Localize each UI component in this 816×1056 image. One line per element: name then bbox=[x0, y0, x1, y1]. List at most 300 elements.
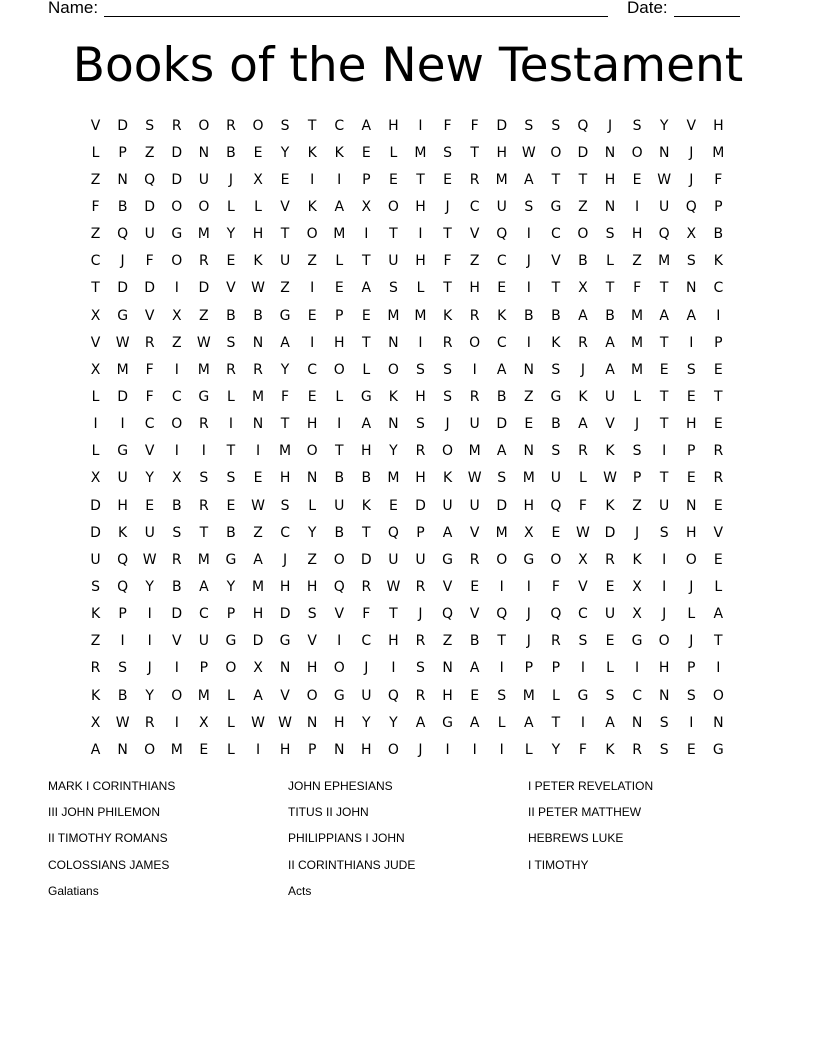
grid-letter: A bbox=[442, 524, 453, 541]
grid-letter: I bbox=[472, 741, 477, 758]
grid-letter: L bbox=[389, 144, 398, 161]
grid-letter: T bbox=[362, 524, 371, 541]
grid-letter: R bbox=[415, 578, 426, 595]
grid-letter: E bbox=[470, 687, 480, 704]
grid-letter: T bbox=[659, 416, 669, 433]
grid-row bbox=[82, 519, 732, 546]
grid-letter: L bbox=[524, 741, 533, 758]
grid-letter: O bbox=[685, 551, 697, 568]
grid-letter: A bbox=[659, 307, 669, 324]
grid-letter: G bbox=[117, 443, 129, 460]
grid-letter: O bbox=[198, 198, 210, 215]
grid-letter: I bbox=[120, 416, 125, 433]
grid-letter: L bbox=[606, 660, 614, 677]
grid-letter: M bbox=[495, 524, 508, 541]
grid-letter: L bbox=[362, 361, 371, 378]
grid-letter: K bbox=[713, 253, 723, 270]
grid-letter: H bbox=[685, 416, 697, 433]
grid-letter: H bbox=[388, 117, 399, 134]
letter-grid bbox=[82, 112, 732, 763]
grid-letter: D bbox=[496, 497, 508, 514]
grid-letter: N bbox=[713, 714, 724, 731]
grid-letter: S bbox=[659, 741, 669, 758]
grid-letter: U bbox=[279, 253, 291, 270]
grid-letter: A bbox=[361, 416, 372, 433]
grid-letter: V bbox=[307, 633, 317, 650]
grid-letter: M bbox=[251, 388, 265, 405]
grid-letter: U bbox=[117, 470, 128, 487]
grid-letter: M bbox=[468, 443, 481, 460]
grid-letter: E bbox=[226, 497, 236, 514]
grid-letter: G bbox=[442, 551, 453, 568]
grid-letter: T bbox=[578, 171, 588, 188]
grid-letter: I bbox=[364, 226, 369, 243]
grid-letter: D bbox=[117, 388, 128, 405]
grid-letter: D bbox=[279, 606, 291, 623]
grid-letter: I bbox=[526, 226, 531, 243]
grid-letter: H bbox=[361, 443, 372, 460]
grid-letter: R bbox=[578, 443, 588, 460]
grid-letter: R bbox=[198, 253, 209, 270]
grid-letter: P bbox=[118, 144, 127, 161]
grid-letter: F bbox=[443, 117, 452, 134]
grid-letter: G bbox=[631, 633, 643, 650]
grid-letter: I bbox=[174, 280, 179, 297]
grid-letter: B bbox=[334, 524, 345, 541]
name-label: Name: bbox=[48, 0, 99, 17]
grid-letter: T bbox=[551, 171, 561, 188]
grid-letter: V bbox=[605, 416, 615, 433]
grid-letter: D bbox=[117, 280, 128, 297]
grid-row bbox=[82, 356, 732, 383]
grid-letter: M bbox=[251, 578, 265, 595]
grid-letter: Z bbox=[280, 280, 290, 297]
grid-letter: S bbox=[659, 714, 669, 731]
grid-letter: E bbox=[226, 253, 236, 270]
grid-letter: H bbox=[631, 226, 643, 243]
grid-letter: B bbox=[361, 470, 372, 487]
grid-letter: H bbox=[333, 334, 345, 351]
grid-letter: O bbox=[550, 551, 562, 568]
grid-letter: W bbox=[196, 334, 211, 351]
grid-letter: V bbox=[90, 117, 101, 134]
grid-letter: K bbox=[578, 388, 588, 405]
grid-letter: O bbox=[387, 361, 399, 378]
grid-letter: K bbox=[551, 334, 561, 351]
grid-letter: W bbox=[657, 171, 672, 188]
grid-letter: Y bbox=[226, 578, 236, 595]
grid-letter: E bbox=[307, 388, 317, 405]
grid-letter: Z bbox=[307, 551, 317, 568]
grid-letter: I bbox=[337, 633, 342, 650]
grid-letter: J bbox=[283, 551, 288, 568]
grid-letter: N bbox=[658, 144, 670, 161]
grid-letter: C bbox=[550, 226, 561, 243]
grid-letter: R bbox=[469, 388, 480, 405]
grid-letter: E bbox=[713, 551, 723, 568]
word-list bbox=[48, 777, 748, 908]
grid-letter: I bbox=[689, 714, 694, 731]
grid-letter: A bbox=[253, 687, 263, 704]
grid-letter: G bbox=[550, 388, 562, 405]
grid-letter: L bbox=[714, 578, 723, 595]
grid-letter: R bbox=[415, 687, 426, 704]
grid-letter: H bbox=[685, 524, 697, 541]
grid-letter: A bbox=[90, 741, 101, 758]
grid-letter: M bbox=[495, 171, 508, 188]
grid-letter: Y bbox=[389, 714, 398, 731]
grid-letter: H bbox=[415, 388, 426, 405]
grid-letter: K bbox=[253, 253, 263, 270]
grid-letter: H bbox=[523, 497, 535, 514]
grid-letter: N bbox=[442, 660, 453, 677]
grid-letter: M bbox=[522, 687, 535, 704]
grid-letter: L bbox=[551, 687, 560, 704]
grid-letter: Q bbox=[117, 551, 129, 568]
grid-letter: T bbox=[334, 443, 344, 460]
grid-letter: J bbox=[418, 741, 423, 758]
grid-letter: E bbox=[443, 171, 452, 188]
grid-letter: Z bbox=[469, 253, 480, 270]
grid-letter: U bbox=[90, 551, 101, 568]
grid-letter: N bbox=[198, 144, 210, 161]
grid-letter: L bbox=[606, 253, 614, 270]
word-list-item: COLOSSIANS JAMES bbox=[48, 857, 170, 872]
grid-letter: S bbox=[226, 334, 236, 351]
grid-letter: S bbox=[416, 361, 425, 378]
grid-letter: N bbox=[686, 497, 697, 514]
grid-letter: M bbox=[414, 307, 427, 324]
grid-letter: C bbox=[469, 198, 480, 215]
grid-letter: R bbox=[171, 551, 182, 568]
grid-letter: V bbox=[280, 687, 290, 704]
grid-letter: Q bbox=[387, 524, 399, 541]
grid-letter: O bbox=[144, 741, 156, 758]
grid-letter: Q bbox=[658, 226, 670, 243]
grid-letter: Z bbox=[90, 226, 101, 243]
grid-letter: M bbox=[197, 687, 210, 704]
grid-letter: K bbox=[334, 144, 344, 161]
grid-letter: Y bbox=[145, 687, 154, 704]
grid-letter: J bbox=[662, 606, 667, 623]
grid-letter: O bbox=[225, 660, 237, 677]
grid-letter: M bbox=[658, 253, 671, 270]
grid-letter: F bbox=[281, 388, 290, 405]
grid-letter: P bbox=[199, 660, 209, 677]
grid-letter: K bbox=[307, 198, 317, 215]
grid-letter: M bbox=[387, 470, 400, 487]
grid-letter: Z bbox=[171, 334, 182, 351]
grid-letter: R bbox=[144, 334, 155, 351]
grid-letter: L bbox=[633, 388, 641, 405]
grid-letter: M bbox=[712, 144, 725, 161]
grid-letter: N bbox=[686, 280, 697, 297]
grid-letter: T bbox=[199, 524, 209, 541]
grid-letter: L bbox=[91, 443, 100, 460]
word-list-item: II TIMOTHY ROMANS bbox=[48, 831, 168, 846]
grid-letter: Q bbox=[144, 171, 156, 188]
grid-letter: R bbox=[253, 361, 263, 378]
grid-letter: D bbox=[604, 524, 616, 541]
grid-letter: T bbox=[659, 388, 669, 405]
grid-letter: C bbox=[144, 416, 155, 433]
grid-letter: W bbox=[115, 334, 130, 351]
grid-letter: E bbox=[388, 497, 398, 514]
grid-letter: X bbox=[199, 714, 209, 731]
grid-letter: Y bbox=[551, 741, 561, 758]
grid-letter: Y bbox=[307, 524, 317, 541]
grid-letter: H bbox=[279, 741, 291, 758]
grid-letter: I bbox=[499, 660, 504, 677]
grid-letter: H bbox=[306, 416, 318, 433]
grid-letter: O bbox=[712, 687, 724, 704]
grid-letter: J bbox=[526, 633, 531, 650]
grid-letter: C bbox=[171, 388, 182, 405]
word-list-item: Acts bbox=[288, 883, 312, 898]
grid-letter: S bbox=[443, 388, 452, 405]
grid-letter: R bbox=[469, 307, 480, 324]
grid-letter: W bbox=[603, 470, 617, 487]
grid-letter: E bbox=[307, 307, 317, 324]
grid-letter: A bbox=[280, 334, 290, 351]
grid-letter: X bbox=[171, 307, 182, 324]
grid-letter: M bbox=[197, 361, 210, 378]
grid-letter: H bbox=[306, 660, 318, 677]
grid-letter: S bbox=[497, 470, 507, 487]
grid-letter: M bbox=[170, 741, 183, 758]
grid-letter: A bbox=[578, 416, 588, 433]
grid-letter: J bbox=[147, 660, 152, 677]
grid-letter: R bbox=[713, 443, 724, 460]
grid-letter: S bbox=[686, 361, 696, 378]
grid-letter: O bbox=[306, 687, 318, 704]
grid-letter: F bbox=[551, 578, 560, 595]
grid-letter: G bbox=[712, 741, 724, 758]
grid-letter: T bbox=[362, 253, 371, 270]
grid-letter: H bbox=[252, 226, 264, 243]
grid-letter: L bbox=[416, 280, 425, 297]
grid-letter: G bbox=[550, 198, 562, 215]
grid-letter: C bbox=[713, 280, 724, 297]
grid-letter: I bbox=[201, 443, 206, 460]
grid-letter: B bbox=[551, 416, 561, 433]
grid-row bbox=[82, 546, 732, 573]
grid-letter: O bbox=[658, 633, 670, 650]
grid-letter: O bbox=[171, 198, 183, 215]
grid-letter: K bbox=[361, 497, 371, 514]
grid-letter: M bbox=[414, 144, 427, 161]
grid-letter: J bbox=[635, 416, 640, 433]
grid-letter: S bbox=[524, 117, 534, 134]
grid-letter: A bbox=[524, 714, 534, 731]
grid-letter: I bbox=[174, 660, 179, 677]
grid-letter: P bbox=[632, 470, 642, 487]
grid-letter: D bbox=[90, 497, 101, 514]
grid-letter: R bbox=[361, 578, 372, 595]
grid-letter: C bbox=[334, 117, 345, 134]
grid-letter: S bbox=[551, 361, 561, 378]
grid-letter: E bbox=[388, 171, 398, 188]
grid-letter: V bbox=[713, 524, 724, 541]
grid-letter: H bbox=[388, 633, 399, 650]
grid-letter: I bbox=[662, 443, 667, 460]
grid-letter: U bbox=[144, 524, 155, 541]
grid-letter: P bbox=[687, 443, 696, 460]
grid-letter: J bbox=[689, 144, 694, 161]
grid-letter: T bbox=[280, 416, 290, 433]
grid-letter: T bbox=[307, 117, 317, 134]
grid-letter: V bbox=[334, 606, 345, 623]
grid-letter: X bbox=[361, 198, 372, 215]
grid-letter: M bbox=[522, 470, 535, 487]
grid-letter: Y bbox=[362, 714, 371, 731]
grid-letter: E bbox=[497, 280, 507, 297]
grid-letter: W bbox=[142, 551, 157, 568]
grid-letter: P bbox=[551, 660, 561, 677]
grid-letter: L bbox=[579, 470, 587, 487]
grid-letter: T bbox=[443, 226, 452, 243]
grid-letter: A bbox=[469, 660, 480, 677]
word-list-item: III JOHN PHILEMON bbox=[48, 805, 161, 820]
grid-letter: F bbox=[91, 198, 100, 215]
grid-letter: C bbox=[198, 606, 209, 623]
grid-letter: X bbox=[578, 280, 588, 297]
grid-letter: L bbox=[227, 714, 235, 731]
grid-letter: O bbox=[387, 198, 399, 215]
grid-letter: N bbox=[117, 171, 128, 188]
grid-letter: J bbox=[445, 198, 450, 215]
grid-letter: H bbox=[117, 497, 128, 514]
grid-letter: I bbox=[526, 280, 531, 297]
grid-letter: P bbox=[416, 524, 425, 541]
grid-letter: V bbox=[442, 578, 453, 595]
grid-letter: F bbox=[578, 497, 587, 514]
grid-letter: A bbox=[415, 714, 426, 731]
grid-letter: N bbox=[604, 144, 616, 161]
grid-letter: H bbox=[415, 198, 426, 215]
grid-letter: J bbox=[526, 606, 531, 623]
grid-letter: R bbox=[226, 117, 236, 134]
grid-letter: S bbox=[686, 253, 696, 270]
grid-letter: H bbox=[415, 253, 426, 270]
grid-letter: P bbox=[226, 606, 236, 623]
grid-letter: Z bbox=[523, 388, 534, 405]
grid-letter: Y bbox=[389, 443, 398, 460]
grid-letter: L bbox=[254, 198, 262, 215]
grid-letter: U bbox=[469, 416, 480, 433]
grid-letter: D bbox=[171, 171, 183, 188]
grid-letter: O bbox=[577, 226, 589, 243]
grid-letter: U bbox=[469, 497, 480, 514]
grid-letter: I bbox=[472, 361, 477, 378]
grid-letter: N bbox=[388, 416, 399, 433]
grid-letter: B bbox=[605, 307, 615, 324]
grid-letter: S bbox=[280, 497, 290, 514]
grid-letter: B bbox=[496, 388, 507, 405]
grid-letter: Q bbox=[333, 578, 345, 595]
grid-letter: X bbox=[632, 606, 642, 623]
grid-letter: B bbox=[226, 524, 236, 541]
grid-letter: R bbox=[415, 443, 426, 460]
grid-row bbox=[82, 302, 732, 329]
grid-letter: P bbox=[362, 171, 371, 188]
grid-letter: K bbox=[307, 144, 317, 161]
grid-row bbox=[82, 465, 732, 492]
grid-letter: D bbox=[171, 606, 183, 623]
grid-letter: O bbox=[333, 551, 345, 568]
grid-letter: G bbox=[279, 307, 291, 324]
grid-letter: E bbox=[605, 633, 615, 650]
grid-letter: N bbox=[658, 687, 670, 704]
grid-letter: I bbox=[310, 334, 315, 351]
grid-letter: N bbox=[279, 660, 291, 677]
grid-letter: I bbox=[418, 226, 423, 243]
grid-letter: D bbox=[198, 280, 210, 297]
grid-letter: T bbox=[226, 443, 236, 460]
grid-letter: P bbox=[714, 198, 723, 215]
grid-letter: H bbox=[306, 578, 318, 595]
grid-letter: E bbox=[686, 470, 696, 487]
page-title: Books of the New Testament bbox=[72, 38, 744, 93]
grid-letter: U bbox=[550, 470, 561, 487]
grid-letter: X bbox=[90, 470, 101, 487]
grid-letter: Y bbox=[280, 361, 290, 378]
grid-letter: P bbox=[335, 307, 344, 324]
grid-letter: S bbox=[145, 117, 155, 134]
grid-letter: I bbox=[662, 578, 667, 595]
grid-letter: T bbox=[551, 280, 561, 297]
date-blank-line bbox=[674, 16, 740, 17]
grid-letter: U bbox=[604, 388, 616, 405]
word-list-item: II PETER MATTHEW bbox=[528, 805, 642, 820]
grid-letter: W bbox=[386, 578, 401, 595]
grid-letter: Q bbox=[685, 198, 697, 215]
grid-letter: Z bbox=[632, 497, 642, 514]
grid-letter: I bbox=[120, 633, 125, 650]
grid-letter: J bbox=[418, 606, 423, 623]
grid-letter: U bbox=[442, 497, 453, 514]
grid-letter: Z bbox=[253, 524, 263, 541]
grid-letter: Q bbox=[387, 687, 399, 704]
grid-letter: O bbox=[171, 253, 183, 270]
grid-letter: E bbox=[713, 416, 723, 433]
grid-letter: R bbox=[442, 334, 453, 351]
grid-letter: J bbox=[580, 361, 586, 378]
grid-letter: E bbox=[713, 361, 723, 378]
grid-letter: V bbox=[551, 253, 561, 270]
grid-letter: J bbox=[689, 633, 694, 650]
grid-letter: I bbox=[418, 117, 423, 134]
grid-letter: F bbox=[145, 388, 154, 405]
grid-letter: W bbox=[115, 714, 130, 731]
grid-letter: H bbox=[252, 606, 264, 623]
grid-letter: D bbox=[252, 633, 264, 650]
grid-letter: J bbox=[689, 171, 694, 188]
grid-letter: I bbox=[174, 443, 179, 460]
grid-letter: D bbox=[117, 117, 128, 134]
grid-letter: S bbox=[443, 361, 452, 378]
grid-letter: L bbox=[497, 714, 506, 731]
grid-letter: Y bbox=[145, 578, 154, 595]
grid-letter: H bbox=[361, 741, 372, 758]
grid-letter: Z bbox=[307, 253, 317, 270]
grid-letter: V bbox=[144, 443, 155, 460]
grid-letter: C bbox=[307, 361, 318, 378]
grid-letter: Q bbox=[577, 117, 589, 134]
grid-letter: P bbox=[118, 606, 127, 623]
grid-letter: O bbox=[306, 443, 318, 460]
grid-letter: H bbox=[604, 171, 616, 188]
